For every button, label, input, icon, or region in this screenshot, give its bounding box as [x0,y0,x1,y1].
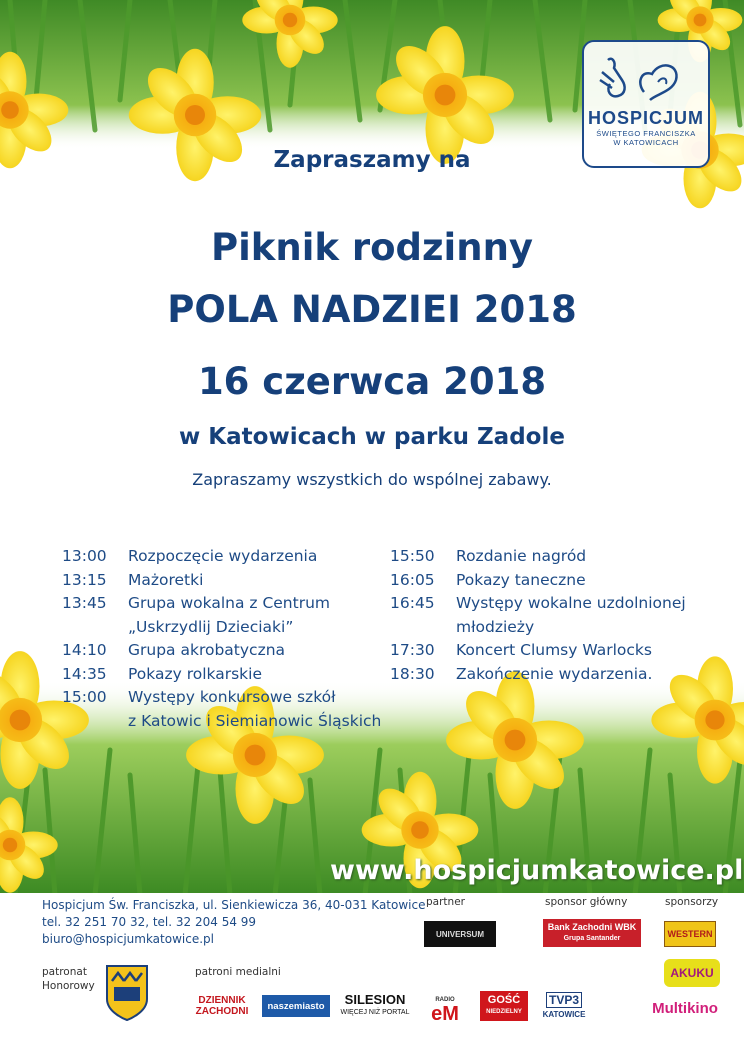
schedule-label: Występy wokalne uzdolnionej [456,594,686,612]
schedule-left [62,545,392,733]
schedule-item-cont [62,710,392,734]
event-place: w Katowicach w parku Zadole [179,424,565,450]
schedule-item [62,545,392,569]
schedule-item [62,686,392,710]
schedule-item-cont [62,616,392,640]
main-sponsor-label: sponsor główny [545,896,628,908]
western-logo: WESTERN [664,921,716,947]
schedule-label: Rozpoczęcie wydarzenia [128,547,318,565]
schedule-item [390,592,710,616]
schedule-label-cont: młodzieży [456,617,535,636]
schedule-label: Pokazy rolkarskie [128,664,263,683]
email-link[interactable]: biuro@hospicjumkatowice.pl [42,932,214,946]
schedule-label: Grupa wokalna z Centrum [128,594,331,612]
schedule-label-cont: „Uskrzydlij Dzieciaki” [128,617,294,636]
silesion-logo: SILESION WIĘCEJ NIŻ PORTAL [340,992,410,1016]
contact-info [42,897,425,948]
schedule-label: Pokazy taneczne [456,570,586,589]
schedule-time: 15:50 [390,547,435,565]
sponsors-label: sponsorzy [665,896,719,908]
invite-all: Zapraszamy wszystkich do wspólnej zabawy. [192,470,552,489]
naszemiasto-logo: naszemiasto [262,995,330,1017]
schedule-time: 13:00 [62,547,107,565]
event-date: 16 czerwca 2018 [197,360,547,403]
schedule-time: 14:10 [62,641,107,659]
schedule-label: Rozdanie nagród [456,547,587,565]
tvp3-katowice-logo: TVP3 KATOWICE [542,993,586,1019]
schedule-label: Grupa akrobatyczna [128,641,286,659]
schedule-label: Mażoretki [128,570,204,589]
event-title: Piknik rodzinny [210,226,534,269]
logo-title: HOSPICJUM [587,108,704,128]
event-name: POLA NADZIEI 2018 [167,288,577,331]
invite-heading: Zapraszamy na [273,147,471,173]
schedule-item [390,569,710,593]
partner-label: partner [426,896,465,908]
schedule-item [62,639,392,663]
multikino-logo: Multikino [652,999,718,1017]
media-patrons-label: patroni medialni [195,966,281,978]
schedule-time: 16:05 [390,570,435,589]
schedule-item-cont [390,616,710,640]
gosc-niedzielny-logo: GOŚĆ NIEDZIELNY [480,991,528,1021]
footer [0,893,744,1046]
universum-logo: UNIVERSUM [424,921,496,947]
schedule-item [390,663,710,687]
schedule-item [390,639,710,663]
schedule-label-cont: z Katowic i Siemianowic Śląskich [128,711,382,730]
schedule-time: 14:35 [62,664,107,683]
schedule-time: 13:45 [62,594,107,612]
katowice-coat-of-arms-icon [104,963,150,1023]
schedule-item [62,663,392,687]
schedule-item [62,592,392,616]
schedule-time: 17:30 [390,641,435,659]
schedule-item [62,569,392,593]
honorary-label: patronat Honorowy [42,966,95,992]
logo-subtitle-2: W KATOWICACH [613,138,679,147]
schedule-time: 15:00 [62,688,107,706]
schedule-item [390,545,710,569]
dziennik-zachodni-logo: DZIENNIK ZACHODNI [195,995,249,1017]
website-link[interactable]: www.hospicjumkatowice.pl [330,855,744,886]
schedule-time: 13:15 [62,570,107,589]
schedule-label: Zakończenie wydarzenia. [456,664,653,683]
akuku-logo: AKUKU [664,959,720,987]
schedule-label: Koncert Clumsy Warlocks [456,641,652,659]
schedule-right [390,545,710,686]
schedule-time: 16:45 [390,594,435,612]
logo-subtitle-1: ŚWIĘTEGO FRANCISZKA [596,129,696,138]
schedule-label: Występy konkursowe szkół [128,688,336,706]
address: Hospicjum Św. Franciszka, ul. Sienkiewicza 36, 40-031 Katowice [42,898,426,912]
bank-zachodni-logo: Bank Zachodni WBK Grupa Santander [543,919,641,947]
phone-numbers: tel. 32 251 70 32, tel. 32 204 54 99 [42,915,257,929]
schedule-time: 18:30 [390,664,435,683]
hands-heart-icon [596,52,696,104]
radio-em-logo: RADIO eM [431,997,459,1025]
